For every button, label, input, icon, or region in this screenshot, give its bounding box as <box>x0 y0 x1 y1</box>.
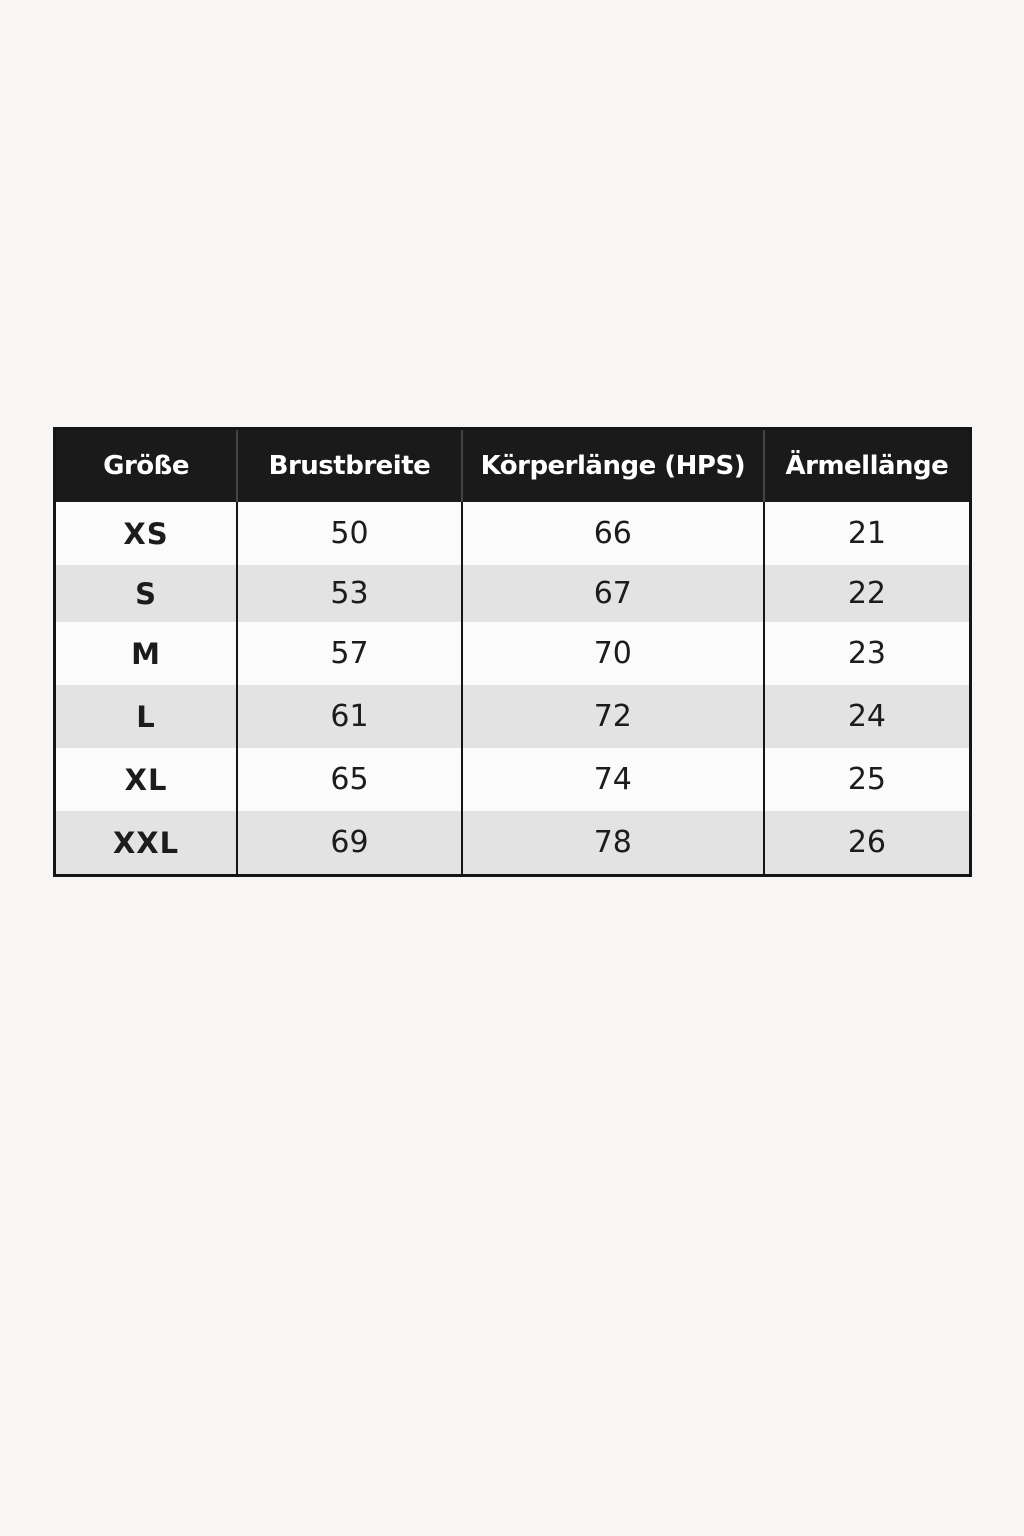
sleeve-length-cell: 24 <box>764 685 971 748</box>
sleeve-length-cell: 21 <box>764 502 971 565</box>
chest-width-cell: 53 <box>237 565 462 622</box>
header-chest-width: Brustbreite <box>237 429 462 503</box>
table-header <box>55 429 971 503</box>
body-length-cell: 74 <box>462 748 764 811</box>
header-row <box>55 429 971 503</box>
table-row <box>55 622 971 685</box>
table-row <box>55 565 971 622</box>
size-cell: S <box>55 565 238 622</box>
body-length-cell: 72 <box>462 685 764 748</box>
table-row <box>55 811 971 876</box>
sleeve-length-cell: 22 <box>764 565 971 622</box>
size-cell: XS <box>55 502 238 565</box>
size-cell: L <box>55 685 238 748</box>
sleeve-length-cell: 25 <box>764 748 971 811</box>
body-length-cell: 67 <box>462 565 764 622</box>
header-body-length: Körperlänge (HPS) <box>462 429 764 503</box>
size-cell: XL <box>55 748 238 811</box>
chest-width-cell: 61 <box>237 685 462 748</box>
size-cell: XXL <box>55 811 238 876</box>
header-size: Größe <box>55 429 238 503</box>
chest-width-cell: 57 <box>237 622 462 685</box>
table-body <box>55 502 971 876</box>
chest-width-cell: 50 <box>237 502 462 565</box>
body-length-cell: 70 <box>462 622 764 685</box>
chest-width-cell: 65 <box>237 748 462 811</box>
size-cell: M <box>55 622 238 685</box>
size-chart-table <box>53 427 972 877</box>
header-sleeve-length: Ärmellänge <box>764 429 971 503</box>
table-row <box>55 502 971 565</box>
table-row <box>55 748 971 811</box>
chest-width-cell: 69 <box>237 811 462 876</box>
body-length-cell: 78 <box>462 811 764 876</box>
table-row <box>55 685 971 748</box>
sleeve-length-cell: 26 <box>764 811 971 876</box>
body-length-cell: 66 <box>462 502 764 565</box>
sleeve-length-cell: 23 <box>764 622 971 685</box>
